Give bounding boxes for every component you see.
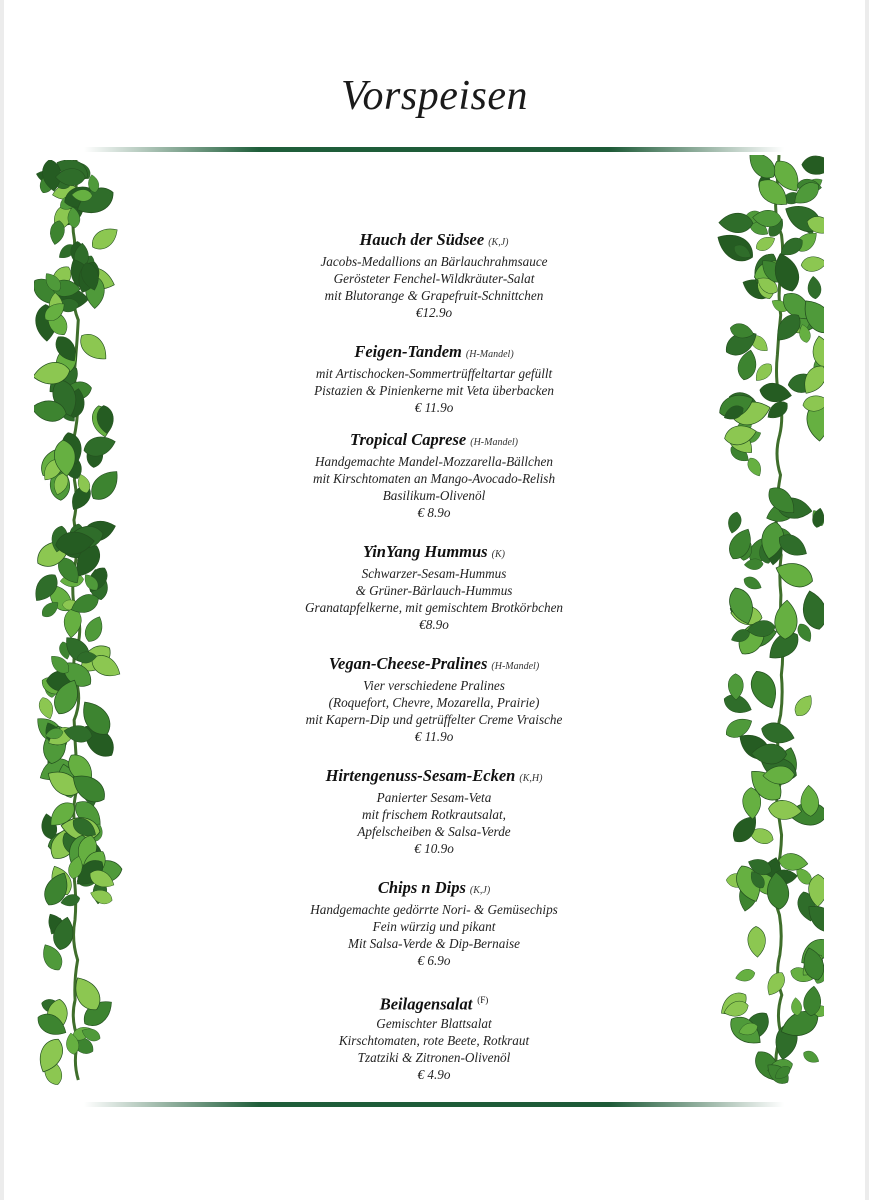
ivy-leaf-icon xyxy=(791,692,816,720)
item-description-line: Apfelscheiben & Salsa-Verde xyxy=(357,824,511,839)
ivy-leaf-icon xyxy=(807,276,822,300)
ivy-leaf-icon xyxy=(801,1048,821,1065)
item-name: Vegan-Cheese-Pralines xyxy=(328,654,488,673)
ivy-leaf-icon xyxy=(734,967,756,983)
item-description-line: Gemischter Blattsalat xyxy=(376,1015,492,1031)
item-description-line: Kirschtomaten, rote Beete, Rotkraut xyxy=(338,1032,530,1048)
item-description-line: Handgemachte gedörrte Nori- & Gemüsechips xyxy=(310,902,558,917)
item-price: € 4.9o xyxy=(417,1066,451,1082)
ivy-leaf-icon xyxy=(75,329,112,366)
item-name: Tropical Caprese xyxy=(349,430,467,449)
ivy-leaf-icon xyxy=(763,969,789,999)
item-description-line: Tzatziki & Zitronen-Olivenöl xyxy=(357,1049,511,1065)
ivy-leaf-icon xyxy=(723,422,759,447)
ivy-leaf-icon xyxy=(88,223,122,254)
ivy-leaf-icon xyxy=(82,614,107,645)
ivy-leaf-icon xyxy=(86,465,125,505)
item-description-line: Gerösteter Fenchel-Wildkräuter-Salat xyxy=(333,271,535,286)
ivy-leaf-icon xyxy=(726,511,743,535)
left-ivy-vine-decoration xyxy=(34,160,154,1100)
ivy-leaf-icon xyxy=(758,381,793,405)
menu-item xyxy=(184,990,684,1083)
allergen-code: (F) xyxy=(477,995,489,1005)
ivy-leaf-icon xyxy=(802,155,824,175)
item-description-line: Granatapfelkerne, mit gemischtem Brotkörbchen xyxy=(304,600,564,615)
top-divider xyxy=(84,147,784,152)
item-description-line: & Grüner-Bärlauch-Hummus xyxy=(355,583,513,598)
item-price: € 11.9o xyxy=(414,400,454,415)
menu-item xyxy=(184,878,684,969)
item-price: € 6.9o xyxy=(417,953,451,968)
item-description-line: mit Artischocken-Sommertrüffeltartar gefüllt xyxy=(315,366,553,381)
ivy-leaf-icon xyxy=(747,926,766,958)
item-price: € 10.9o xyxy=(414,841,454,856)
ivy-leaf-icon xyxy=(36,695,56,721)
ivy-leaf-icon xyxy=(778,852,809,872)
item-name: YinYang Hummus xyxy=(363,542,488,561)
item-description-line: Vier verschiedene Pralines xyxy=(363,678,505,693)
allergen-code: (H-Mandel) xyxy=(465,349,514,360)
item-name: Hauch der Südsee xyxy=(359,230,485,249)
item-name: Hirtengenuss-Sesam-Ecken xyxy=(325,766,516,785)
item-name: Feigen-Tandem xyxy=(354,342,462,361)
item-description-line: Handgemachte Mandel-Mozzarella-Bällchen xyxy=(315,454,553,469)
item-description-line: Jacobs-Medallions an Bärlauchrahmsauce xyxy=(320,254,548,269)
item-description-line: mit Kirschtomaten an Mango-Avocado-Relish xyxy=(312,471,556,486)
ivy-leaf-icon xyxy=(800,255,824,272)
menu-item xyxy=(184,342,684,416)
item-description-line: mit Blutorange & Grapefruit-Schnittchen xyxy=(324,288,544,303)
right-ivy-vine-decoration xyxy=(684,155,824,1105)
allergen-code: (K,J) xyxy=(469,885,491,896)
item-name: Chips n Dips xyxy=(377,878,466,897)
item-description-line: mit Kapern-Dip und getrüffelter Creme Vraische xyxy=(305,712,563,727)
allergen-code: (K) xyxy=(491,549,505,560)
menu-item xyxy=(184,654,684,745)
item-description-line: Mit Salsa-Verde & Dip-Bernaise xyxy=(347,936,520,951)
item-description-line: mit frischem Rotkrautsalat, xyxy=(362,807,506,822)
page-title: Vorspeisen xyxy=(341,73,528,119)
item-description-line: Schwarzer-Sesam-Hummus xyxy=(361,566,507,581)
allergen-code: (H-Mandel) xyxy=(491,661,540,672)
item-description-line: (Roquefort, Chevre, Mozarella, Prairie) xyxy=(328,695,540,710)
menu-page xyxy=(4,0,865,1200)
menu-item xyxy=(184,766,684,857)
menu-item xyxy=(184,542,684,633)
bottom-divider xyxy=(84,1102,784,1107)
item-description-line: Fein würzig und pikant xyxy=(372,919,496,934)
allergen-code: (K,J) xyxy=(488,237,509,248)
allergen-code: (H-Mandel) xyxy=(470,437,518,448)
menu-list xyxy=(184,230,684,1104)
item-price: €12.9o xyxy=(415,305,453,320)
item-description-line: Pistazien & Pinienkerne mit Veta überbacken xyxy=(314,383,554,398)
allergen-code: (K,H) xyxy=(519,773,543,784)
item-description-line: Panierter Sesam-Veta xyxy=(376,790,492,805)
menu-item xyxy=(184,430,684,521)
item-name: Beilagensalat xyxy=(379,994,473,1014)
item-price: € 11.9o xyxy=(414,729,454,744)
menu-item xyxy=(184,230,684,321)
item-description-line: Basilikum-Olivenöl xyxy=(382,488,486,503)
item-price: € 8.9o xyxy=(417,505,451,520)
item-price: €8.9o xyxy=(419,617,449,632)
ivy-leaf-icon xyxy=(742,574,764,593)
ivy-leaf-icon xyxy=(746,667,782,712)
